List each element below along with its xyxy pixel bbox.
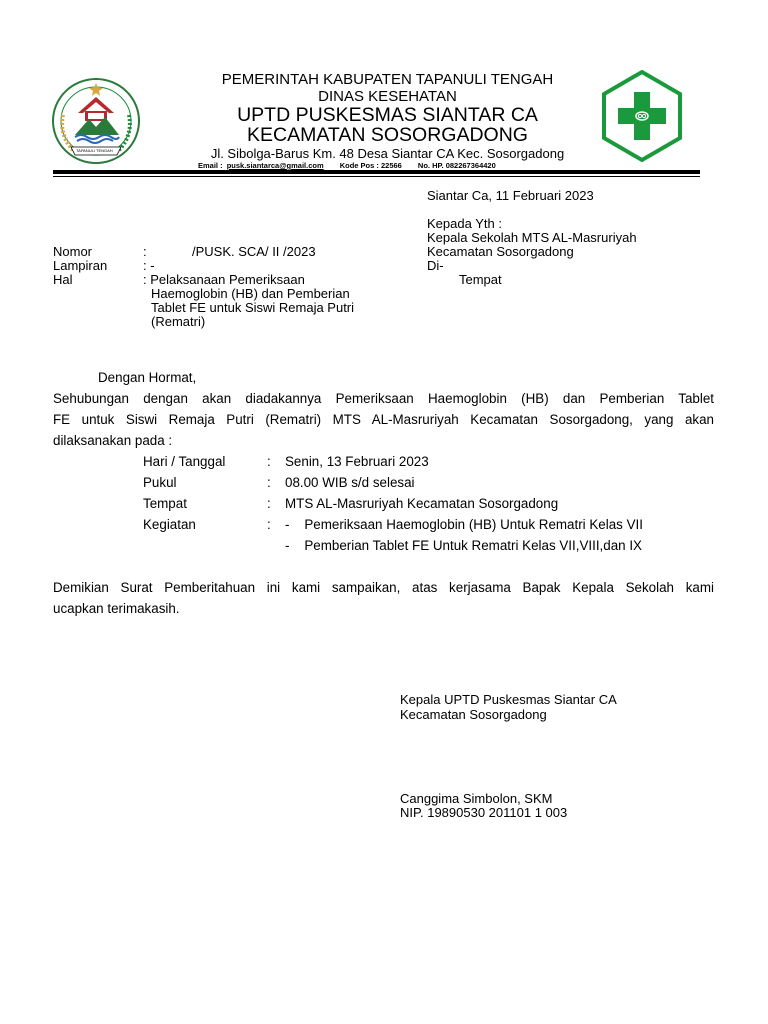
detail-label: Pukul — [143, 475, 177, 490]
nomor-value: /PUSK. SCA/ II /2023 — [192, 244, 316, 259]
lampiran-label: Lampiran — [53, 258, 108, 273]
letterhead-government: PEMERINTAH KABUPATEN TAPANULI TENGAH — [221, 71, 554, 88]
lampiran-value: : - — [143, 258, 155, 273]
greeting: Dengan Hormat, — [98, 370, 197, 385]
hal-line-1: : Pelaksanaan Pemeriksaan — [143, 272, 305, 287]
recipient-line-2: Kepala Sekolah MTS AL-Masruriyah — [427, 230, 637, 245]
hal-line-2: Haemoglobin (HB) dan Pemberian — [151, 286, 350, 301]
nomor-colon: : — [143, 244, 147, 259]
recipient-line-5: Tempat — [459, 272, 502, 287]
hal-label: Hal — [53, 272, 73, 287]
paragraph-1-line-3: dilaksanakan pada : — [53, 433, 173, 448]
paragraph-1-line-1: Sehubungan dengan akan diadakannya Pemeriksaan Haemoglobin (HB) dan Pemberian Tablet — [53, 391, 714, 406]
recipient-line-3: Kecamatan Sosorgadong — [427, 244, 574, 259]
closing-line-2: ucapkan terimakasih. — [53, 601, 180, 616]
letterhead-kecamatan: KECAMATAN SOSORGADONG — [247, 124, 528, 146]
signature-name: Canggima Simbolon, SKM — [400, 791, 553, 806]
email-label: Email : — [198, 161, 223, 170]
closing-line-1: Demikian Surat Pemberitahuan ini kami sampaikan, atas kerjasama Bapak Kepala Sekolah kami — [53, 580, 714, 595]
letterhead-rule-thin — [53, 176, 700, 177]
recipient-line-4: Di- — [427, 258, 444, 273]
emblem-banner-text: TAPANULI TENGAH — [76, 148, 113, 153]
letterhead-contact — [198, 161, 496, 170]
detail-colon: : — [267, 475, 271, 490]
detail-colon: : — [267, 517, 271, 532]
hal-line-3: Tablet FE untuk Siswi Remaja Putri — [151, 300, 355, 315]
detail-value: - Pemeriksaan Haemoglobin (HB) Untuk Rematri Kelas VII — [285, 517, 643, 532]
letterhead-department: DINAS KESEHATAN — [318, 88, 457, 105]
letter-date: Siantar Ca, 11 Februari 2023 — [427, 188, 594, 203]
nomor-label: Nomor — [53, 244, 93, 259]
signature-nip: NIP. 19890530 201101 1 003 — [400, 805, 568, 820]
hal-line-4: (Rematri) — [151, 314, 206, 329]
detail-label: Hari / Tanggal — [143, 454, 226, 469]
email-link[interactable]: pusk.siantarca@gmail.com — [226, 161, 324, 170]
recipient-line-1: Kepada Yth : — [427, 216, 502, 231]
kegiatan-line-2: - Pemberian Tablet FE Untuk Rematri Kelas VII,VIII,dan IX — [285, 538, 642, 553]
detail-value: 08.00 WIB s/d selesai — [285, 475, 415, 490]
detail-colon: : — [267, 454, 271, 469]
paragraph-1-line-2: FE untuk Siswi Remaja Putri (Rematri) MTS AL-Masruriyah Kecamatan Sosorgadong, yang akan — [53, 412, 714, 427]
detail-label: Kegiatan — [143, 517, 196, 532]
letterhead-puskesmas: UPTD PUSKESMAS SIANTAR CA — [237, 104, 538, 126]
detail-colon: : — [267, 496, 271, 511]
detail-value: Senin, 13 Februari 2023 — [285, 454, 429, 469]
detail-value: MTS AL-Masruriyah Kecamatan Sosorgadong — [285, 496, 559, 511]
postal-code: Kode Pos : 22566 — [339, 161, 402, 170]
phone-number: No. HP. 082267364420 — [417, 161, 496, 170]
letterhead-address: Jl. Sibolga-Barus Km. 48 Desa Siantar CA Kec. Sosorgadong — [210, 146, 565, 161]
detail-label: Tempat — [143, 496, 187, 511]
letterhead-rule-thick — [53, 170, 700, 174]
signature-title-2: Kecamatan Sosorgadong — [400, 707, 547, 722]
signature-title-1: Kepala UPTD Puskesmas Siantar CA — [400, 692, 617, 707]
